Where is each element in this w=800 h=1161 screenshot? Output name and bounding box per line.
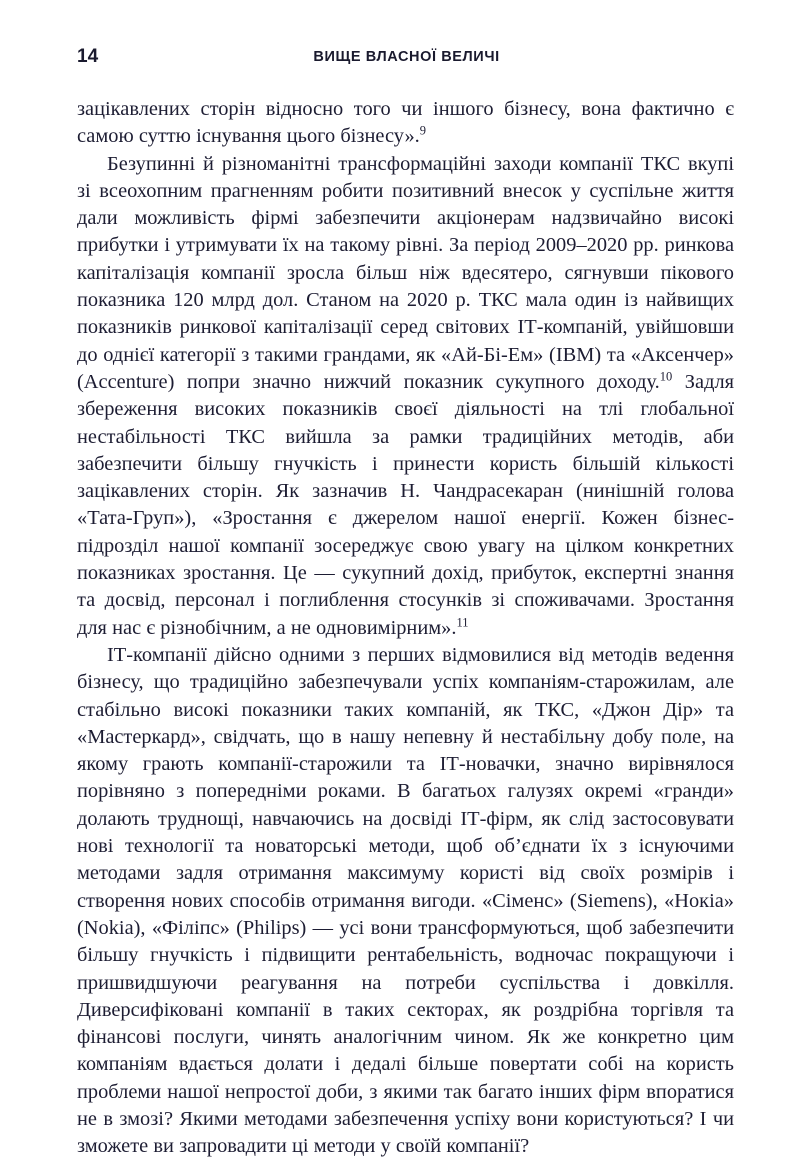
page-number: 14 [77,46,99,67]
running-head [77,44,733,70]
paragraph-1 [77,96,734,151]
paragraph-2-text-part-2: Задля збереження високих показників своєї діяльності на тлі глобальної нестабільності ТКС вийшла за рамки традиційних методів, аби забезпечити більшу гнучкість і принести користь більшій кількості зацікавлених сторін. Як зазначив Н. Чандрасекаран (нинішній голова «Тата-Груп»), «Зростання є джерелом нашої енергії. Кожен бізнес-підрозділ нашої компанії зосереджує свою увагу на цілком конкретних показниках зростання. Це — сукупний дохід, прибуток, експертні знання та досвід, персонал і поглиблення стосунків зі споживачами. Зростання для нас є різнобічним, а не одновимірним». [77,370,734,639]
paragraph-2-text-part-1: Безупинні й різноманітні трансформаційні заходи компанії ТКС вкупі зі всеохопним прагненням робити позитивний внесок у суспільне життя дали можливість фірмі забезпечити акціонерам надзвичайно високі прибутки і утримувати їх на такому рівні. За період 2009–2020 рр. ринкова капіталізація компанії зросла більш ніж вдесятеро, сягнувши пікового показника 120 млрд дол. Станом на 2020 р. ТКС мала один із найвищих показників ринкової капіталізації серед світових ІТ-компаній, увійшовши до однієї категорії з такими грандами, як «Ай-Бі-Ем» (IBM) та «Аксенчер» (Accenture) попри значно нижчий показник сукупного доходу. [77,152,734,393]
paragraph-4-text: ІТ-компанії дійсно одними з перших відмовилися від методів ведення бізнесу, що традиційно забезпечували успіх компаніям-старожилам, але стабільно високі показники таких компаній, як ТКС, «Джон Дір» та «Мастеркард», свідчать, що в нашу непевну й нестабільну добу поле, на якому грають компанії-старожили та ІТ-новачки, значно вирівнялося порівняно з попередніми роками. В багатьох галузях окремі «гранди» долають труднощі, навчаючись на досвіді ІТ-фірм, як слід застосовувати нові технології та новаторські методи, щоб об’єднати їх з існуючими методами задля отримання максимуму користі від своїх розмірів і створення нових способів отримання вигоди. «Сіменс» (Siemens), «Нокіа» (Nokia), «Філіпс» (Philips) — усі вони трансформуються, щоб забезпечити більшу гнучкість і підвищити рентабельність, водночас покращуючи і пришвидшуючи реагування на потреби суспільства і довкілля. Диверсифіковані компанії в таких секторах, як роздрібна торгівля та фінансові послуги, чинять аналогічним чином. Як же конкретно цим компаніям вдається долати і дедалі більше повертати собі на користь проблеми нашої непростої доби, з якими так багато інших фірм впоратися не в змозі? Якими методами забезпечення успіху вони користуються? І чи зможете ви запровадити ці методи у своїй компанії? [77,643,734,1158]
paragraph-1-text: зацікавлених сторін відносно того чи іншого бізнесу, вона фактично є самою суттю існування цього бізнесу». [77,98,734,148]
footnote-marker-10: 10 [659,369,673,384]
footnote-marker-11: 11 [456,614,469,629]
paragraph-4 [77,642,734,1161]
footnote-marker-9: 9 [419,123,426,138]
running-title: ВИЩЕ ВЛАСНОЇ ВЕЛИЧІ [313,49,500,65]
body-text-block [77,96,734,1161]
paragraph-2 [77,151,734,642]
